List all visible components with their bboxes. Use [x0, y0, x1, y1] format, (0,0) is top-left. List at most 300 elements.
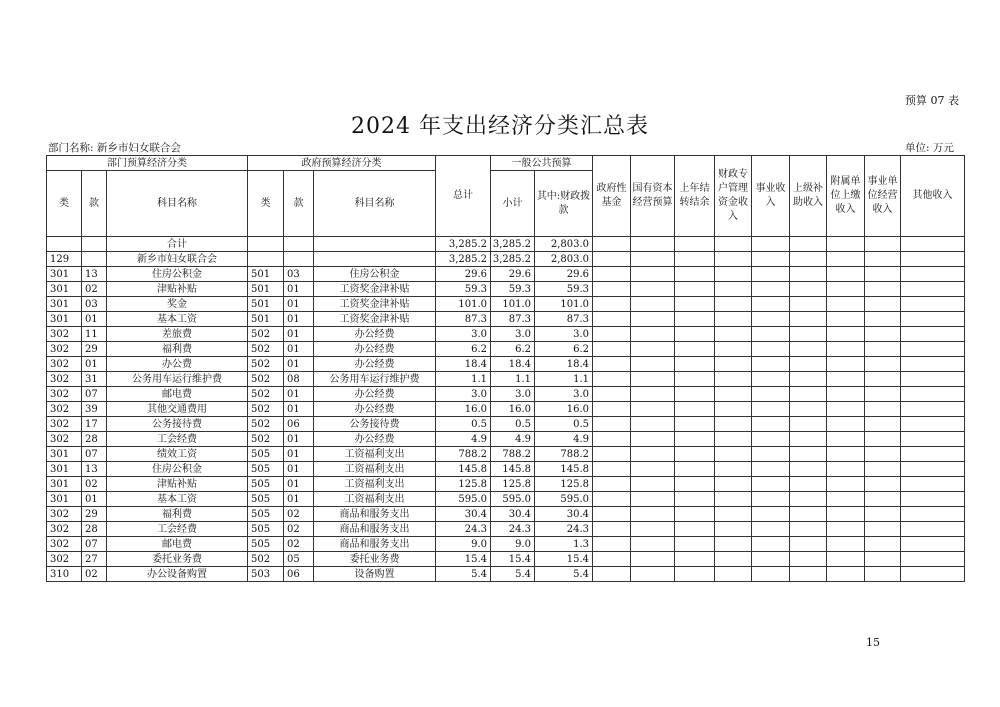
cell-gov-kuan: 08	[284, 372, 314, 387]
cell-empty	[593, 402, 631, 417]
cell-empty	[901, 372, 965, 387]
cell-empty	[865, 417, 901, 432]
cell-empty	[752, 387, 790, 402]
cell-lei: 302	[47, 327, 82, 342]
cell-empty	[901, 477, 965, 492]
cell-empty	[631, 267, 675, 282]
header-state-capital: 国有资本经营预算	[631, 156, 675, 237]
cell-kuan	[82, 252, 107, 267]
cell-empty	[675, 522, 715, 537]
cell-empty	[715, 312, 752, 327]
cell-empty	[675, 267, 715, 282]
cell-subtotal: 788.2	[491, 447, 535, 462]
cell-empty	[675, 492, 715, 507]
cell-gov-lei: 502	[248, 552, 284, 567]
cell-kuan: 02	[82, 477, 107, 492]
cell-lei: 301	[47, 447, 82, 462]
cell-empty	[675, 567, 715, 582]
cell-empty	[865, 522, 901, 537]
cell-gov-lei: 503	[248, 567, 284, 582]
cell-empty	[827, 267, 865, 282]
cell-empty	[593, 537, 631, 552]
cell-empty	[752, 237, 790, 252]
cell-empty	[593, 387, 631, 402]
cell-gov-subject-name: 公务用车运行维护费	[314, 372, 436, 387]
cell-total: 3,285.2	[436, 252, 491, 267]
cell-empty	[675, 432, 715, 447]
cell-empty	[715, 282, 752, 297]
cell-empty	[790, 462, 827, 477]
cell-fiscal: 3.0	[535, 327, 593, 342]
cell-fiscal: 15.4	[535, 552, 593, 567]
cell-empty	[715, 567, 752, 582]
cell-total: 595.0	[436, 492, 491, 507]
cell-empty	[593, 252, 631, 267]
cell-lei: 302	[47, 507, 82, 522]
cell-gov-subject-name: 工资福利支出	[314, 492, 436, 507]
cell-empty	[901, 282, 965, 297]
cell-empty	[752, 537, 790, 552]
cell-kuan: 17	[82, 417, 107, 432]
header-gov-fund: 政府性基金	[593, 156, 631, 237]
cell-gov-kuan	[284, 237, 314, 252]
cell-gov-subject-name: 公务接待费	[314, 417, 436, 432]
cell-empty	[715, 252, 752, 267]
cell-empty	[827, 402, 865, 417]
page-number: 15	[866, 636, 880, 649]
table-row	[47, 267, 965, 282]
cell-empty	[790, 327, 827, 342]
cell-empty	[865, 402, 901, 417]
cell-gov-lei	[248, 252, 284, 267]
table-row	[47, 252, 965, 267]
cell-empty	[593, 282, 631, 297]
cell-subject-name: 差旅费	[107, 327, 248, 342]
cell-empty	[631, 522, 675, 537]
cell-empty	[790, 342, 827, 357]
cell-gov-subject-name: 住房公积金	[314, 267, 436, 282]
cell-empty	[865, 387, 901, 402]
cell-fiscal: 2,803.0	[535, 252, 593, 267]
cell-subtotal: 9.0	[491, 537, 535, 552]
cell-lei: 301	[47, 312, 82, 327]
cell-empty	[631, 537, 675, 552]
table-row	[47, 237, 965, 252]
cell-empty	[631, 237, 675, 252]
cell-subject-name: 新乡市妇女联合会	[107, 252, 248, 267]
cell-empty	[827, 447, 865, 462]
cell-empty	[865, 462, 901, 477]
page-title: 2024 年支出经济分类汇总表	[351, 114, 649, 139]
table-row	[47, 567, 965, 582]
cell-lei: 302	[47, 387, 82, 402]
cell-empty	[865, 492, 901, 507]
cell-subtotal: 3.0	[491, 387, 535, 402]
cell-empty	[675, 372, 715, 387]
cell-empty	[752, 342, 790, 357]
cell-subtotal: 125.8	[491, 477, 535, 492]
cell-lei: 301	[47, 492, 82, 507]
cell-subtotal: 595.0	[491, 492, 535, 507]
cell-subtotal: 6.2	[491, 342, 535, 357]
cell-lei: 302	[47, 372, 82, 387]
header-general-group: 一般公共预算	[491, 156, 593, 171]
cell-fiscal: 101.0	[535, 297, 593, 312]
cell-empty	[865, 312, 901, 327]
cell-empty	[865, 567, 901, 582]
cell-total: 0.5	[436, 417, 491, 432]
cell-subtotal: 30.4	[491, 507, 535, 522]
cell-kuan: 29	[82, 507, 107, 522]
cell-empty	[675, 402, 715, 417]
header-fiscal: 其中:财政拨款	[535, 171, 593, 237]
cell-gov-kuan: 01	[284, 387, 314, 402]
cell-subject-name: 工会经费	[107, 522, 248, 537]
table-row	[47, 522, 965, 537]
cell-empty	[752, 402, 790, 417]
cell-empty	[675, 282, 715, 297]
cell-gov-kuan: 01	[284, 432, 314, 447]
cell-total: 30.4	[436, 507, 491, 522]
cell-subject-name: 福利费	[107, 507, 248, 522]
cell-gov-subject-name: 商品和服务支出	[314, 537, 436, 552]
cell-gov-lei: 502	[248, 357, 284, 372]
cell-subject-name: 住房公积金	[107, 267, 248, 282]
cell-empty	[752, 522, 790, 537]
table-row	[47, 447, 965, 462]
table-row	[47, 282, 965, 297]
cell-empty	[675, 357, 715, 372]
header-gov-kuan: 款	[284, 171, 314, 237]
cell-empty	[631, 552, 675, 567]
cell-empty	[827, 567, 865, 582]
cell-subject-name: 津贴补贴	[107, 477, 248, 492]
cell-gov-subject-name: 工资奖金津补贴	[314, 312, 436, 327]
unit-label: 单位: 万元	[905, 142, 954, 154]
cell-empty	[715, 387, 752, 402]
cell-empty	[675, 507, 715, 522]
cell-empty	[593, 552, 631, 567]
cell-gov-subject-name: 工资福利支出	[314, 447, 436, 462]
table-row	[47, 462, 965, 477]
cell-empty	[901, 252, 965, 267]
cell-kuan: 13	[82, 267, 107, 282]
cell-empty	[865, 507, 901, 522]
cell-empty	[715, 462, 752, 477]
cell-fiscal: 1.3	[535, 537, 593, 552]
cell-gov-lei	[248, 237, 284, 252]
header-carryover: 上年结转结余	[675, 156, 715, 237]
cell-empty	[752, 447, 790, 462]
cell-empty	[593, 417, 631, 432]
cell-lei: 302	[47, 537, 82, 552]
cell-gov-lei: 505	[248, 492, 284, 507]
cell-empty	[827, 297, 865, 312]
cell-lei: 301	[47, 297, 82, 312]
cell-subject-name: 奖金	[107, 297, 248, 312]
cell-kuan: 39	[82, 402, 107, 417]
cell-subtotal: 5.4	[491, 567, 535, 582]
cell-empty	[790, 372, 827, 387]
cell-fiscal: 30.4	[535, 507, 593, 522]
cell-gov-kuan: 01	[284, 282, 314, 297]
cell-empty	[631, 507, 675, 522]
cell-subject-name: 绩效工资	[107, 447, 248, 462]
cell-lei: 301	[47, 267, 82, 282]
cell-fiscal: 24.3	[535, 522, 593, 537]
cell-empty	[790, 387, 827, 402]
cell-lei	[47, 237, 82, 252]
cell-fiscal: 2,803.0	[535, 237, 593, 252]
cell-gov-subject-name	[314, 237, 436, 252]
table-row	[47, 432, 965, 447]
cell-empty	[865, 342, 901, 357]
cell-kuan	[82, 237, 107, 252]
cell-lei: 302	[47, 402, 82, 417]
cell-gov-subject-name	[314, 252, 436, 267]
cell-empty	[752, 432, 790, 447]
cell-empty	[675, 447, 715, 462]
cell-subject-name: 办公费	[107, 357, 248, 372]
cell-subtotal: 18.4	[491, 357, 535, 372]
cell-fiscal: 87.3	[535, 312, 593, 327]
cell-subject-name: 公务用车运行维护费	[107, 372, 248, 387]
cell-empty	[715, 237, 752, 252]
cell-subject-name: 福利费	[107, 342, 248, 357]
cell-empty	[901, 417, 965, 432]
cell-gov-subject-name: 设备购置	[314, 567, 436, 582]
cell-empty	[631, 282, 675, 297]
cell-empty	[827, 462, 865, 477]
table-row	[47, 552, 965, 567]
cell-gov-kuan: 01	[284, 447, 314, 462]
cell-empty	[675, 552, 715, 567]
form-number: 预算 07 表	[905, 94, 959, 107]
cell-subject-name: 办公设备购置	[107, 567, 248, 582]
cell-kuan: 03	[82, 297, 107, 312]
cell-empty	[827, 312, 865, 327]
cell-kuan: 07	[82, 387, 107, 402]
cell-empty	[631, 387, 675, 402]
cell-empty	[865, 267, 901, 282]
cell-subject-name: 委托业务费	[107, 552, 248, 567]
cell-empty	[675, 477, 715, 492]
cell-empty	[631, 312, 675, 327]
cell-gov-kuan: 02	[284, 522, 314, 537]
cell-empty	[631, 402, 675, 417]
cell-subject-name: 公务接待费	[107, 417, 248, 432]
cell-empty	[675, 462, 715, 477]
cell-kuan: 02	[82, 567, 107, 582]
cell-lei: 301	[47, 282, 82, 297]
cell-empty	[752, 327, 790, 342]
cell-empty	[827, 552, 865, 567]
cell-empty	[790, 432, 827, 447]
cell-empty	[865, 252, 901, 267]
cell-empty	[790, 252, 827, 267]
cell-empty	[827, 432, 865, 447]
cell-empty	[715, 297, 752, 312]
cell-fiscal: 4.9	[535, 432, 593, 447]
cell-empty	[593, 342, 631, 357]
cell-fiscal: 5.4	[535, 567, 593, 582]
cell-empty	[631, 252, 675, 267]
header-superior-subsidy: 上级补助收入	[790, 156, 827, 237]
cell-empty	[865, 537, 901, 552]
cell-gov-lei: 505	[248, 537, 284, 552]
cell-kuan: 01	[82, 492, 107, 507]
cell-kuan: 11	[82, 327, 107, 342]
cell-empty	[901, 297, 965, 312]
cell-empty	[675, 417, 715, 432]
cell-total: 3,285.2	[436, 237, 491, 252]
cell-empty	[631, 492, 675, 507]
cell-empty	[631, 417, 675, 432]
cell-empty	[593, 267, 631, 282]
cell-empty	[901, 522, 965, 537]
cell-empty	[675, 327, 715, 342]
cell-gov-lei: 501	[248, 282, 284, 297]
cell-fiscal: 595.0	[535, 492, 593, 507]
table-row	[47, 402, 965, 417]
cell-gov-kuan: 01	[284, 477, 314, 492]
cell-empty	[631, 432, 675, 447]
cell-subject-name: 津贴补贴	[107, 282, 248, 297]
cell-empty	[715, 537, 752, 552]
cell-empty	[715, 492, 752, 507]
cell-empty	[901, 342, 965, 357]
cell-gov-lei: 501	[248, 312, 284, 327]
cell-gov-subject-name: 工资奖金津补贴	[314, 282, 436, 297]
cell-lei: 302	[47, 417, 82, 432]
cell-subject-name: 其他交通费用	[107, 402, 248, 417]
cell-empty	[827, 522, 865, 537]
header-lei: 类	[47, 171, 82, 237]
header-operating: 事业单位经营收入	[865, 156, 901, 237]
cell-empty	[827, 417, 865, 432]
cell-gov-lei: 505	[248, 522, 284, 537]
cell-empty	[593, 237, 631, 252]
cell-total: 101.0	[436, 297, 491, 312]
cell-total: 788.2	[436, 447, 491, 462]
cell-fiscal: 1.1	[535, 372, 593, 387]
cell-gov-kuan: 01	[284, 342, 314, 357]
header-affiliated: 附属单位上缴收入	[827, 156, 865, 237]
cell-lei: 310	[47, 567, 82, 582]
cell-subject-name: 合计	[107, 237, 248, 252]
cell-total: 6.2	[436, 342, 491, 357]
cell-subject-name: 邮电费	[107, 537, 248, 552]
cell-empty	[675, 252, 715, 267]
cell-empty	[593, 447, 631, 462]
cell-gov-lei: 502	[248, 387, 284, 402]
cell-empty	[631, 297, 675, 312]
cell-fiscal: 0.5	[535, 417, 593, 432]
cell-empty	[901, 237, 965, 252]
cell-subject-name: 基本工资	[107, 492, 248, 507]
cell-empty	[715, 372, 752, 387]
cell-subtotal: 0.5	[491, 417, 535, 432]
cell-total: 15.4	[436, 552, 491, 567]
cell-empty	[865, 432, 901, 447]
cell-empty	[827, 372, 865, 387]
cell-gov-lei: 502	[248, 372, 284, 387]
cell-gov-subject-name: 办公经费	[314, 327, 436, 342]
cell-subtotal: 16.0	[491, 402, 535, 417]
cell-empty	[593, 372, 631, 387]
cell-empty	[593, 522, 631, 537]
cell-subtotal: 145.8	[491, 462, 535, 477]
table-row	[47, 477, 965, 492]
cell-subtotal: 101.0	[491, 297, 535, 312]
cell-empty	[790, 447, 827, 462]
cell-empty	[865, 552, 901, 567]
cell-empty	[752, 372, 790, 387]
cell-empty	[827, 492, 865, 507]
cell-subject-name: 基本工资	[107, 312, 248, 327]
header-total: 总计	[436, 156, 491, 237]
header-other: 其他收入	[901, 156, 965, 237]
cell-empty	[790, 537, 827, 552]
cell-empty	[790, 417, 827, 432]
cell-subtotal: 1.1	[491, 372, 535, 387]
cell-empty	[715, 327, 752, 342]
header-subject-name: 科目名称	[107, 171, 248, 237]
cell-gov-kuan: 02	[284, 537, 314, 552]
table-row	[47, 537, 965, 552]
header-dept-group: 部门预算经济分类	[47, 156, 248, 171]
cell-gov-kuan: 01	[284, 492, 314, 507]
cell-gov-subject-name: 委托业务费	[314, 552, 436, 567]
cell-empty	[752, 477, 790, 492]
header-subtotal: 小计	[491, 171, 535, 237]
cell-empty	[752, 507, 790, 522]
cell-empty	[865, 357, 901, 372]
cell-subtotal: 3.0	[491, 327, 535, 342]
cell-gov-kuan: 01	[284, 462, 314, 477]
cell-empty	[593, 507, 631, 522]
cell-empty	[675, 312, 715, 327]
cell-gov-kuan: 06	[284, 417, 314, 432]
cell-gov-lei: 502	[248, 432, 284, 447]
cell-empty	[752, 357, 790, 372]
cell-empty	[865, 477, 901, 492]
table-row	[47, 297, 965, 312]
table-row	[47, 357, 965, 372]
cell-total: 145.8	[436, 462, 491, 477]
cell-kuan: 28	[82, 432, 107, 447]
cell-gov-kuan: 01	[284, 327, 314, 342]
cell-empty	[790, 522, 827, 537]
cell-empty	[865, 447, 901, 462]
header-gov-group: 政府预算经济分类	[248, 156, 436, 171]
cell-total: 5.4	[436, 567, 491, 582]
cell-total: 3.0	[436, 387, 491, 402]
table-row	[47, 342, 965, 357]
cell-empty	[715, 417, 752, 432]
cell-empty	[631, 477, 675, 492]
cell-empty	[827, 357, 865, 372]
cell-kuan: 07	[82, 537, 107, 552]
cell-empty	[715, 342, 752, 357]
cell-empty	[790, 492, 827, 507]
cell-fiscal: 145.8	[535, 462, 593, 477]
cell-gov-kuan: 01	[284, 357, 314, 372]
cell-empty	[901, 537, 965, 552]
cell-empty	[631, 462, 675, 477]
cell-empty	[593, 492, 631, 507]
cell-lei: 301	[47, 462, 82, 477]
